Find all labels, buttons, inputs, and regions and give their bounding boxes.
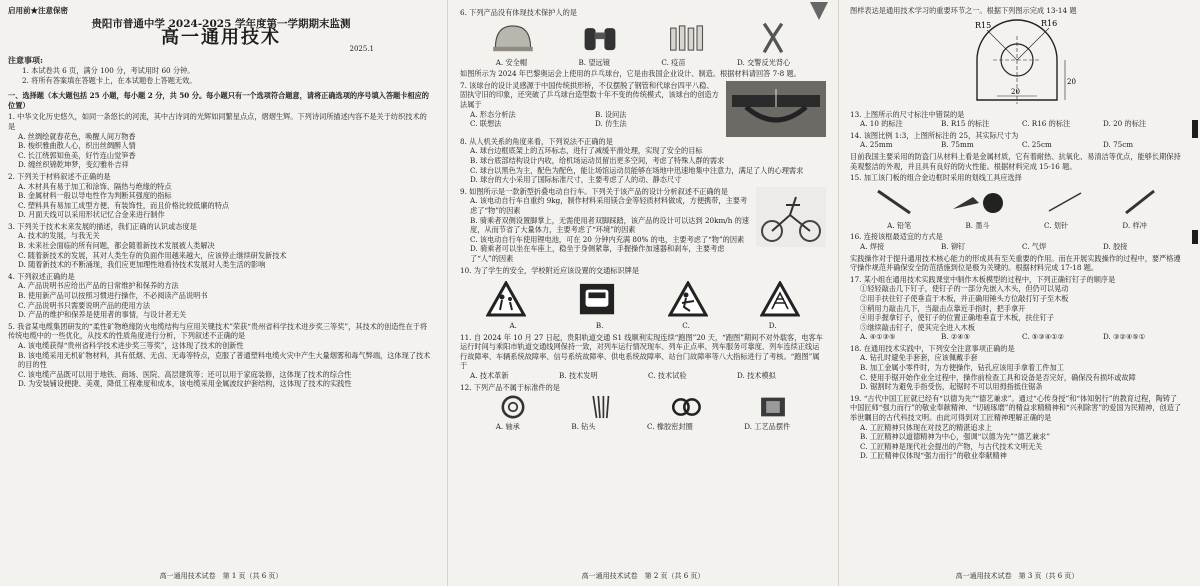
binoculars-icon (578, 21, 622, 55)
option-c: C. 长江绕郭知鱼美，好竹连山觉笋香 (18, 150, 136, 160)
question-15 (850, 173, 1184, 230)
option-d: D. 仿生法 (595, 119, 627, 129)
option-c: C. 球台以黑色为主，配色为配色，能让场馆运动员能够在场地中迅速地集中注意力，满足了人的心理需求 (470, 165, 804, 175)
question-11 (460, 333, 826, 381)
question-6 (460, 8, 826, 67)
dim-r15: R15 (975, 20, 992, 30)
scriber-icon (1045, 187, 1085, 217)
option-d: D. 20 的标注 (1103, 119, 1147, 129)
page-footer: 高一通用技术试卷 第 3 页（共 6 页） (955, 572, 1079, 581)
bearing-icon (496, 390, 530, 424)
question-stem: 4. 下列叙述正确的是 (8, 271, 75, 281)
option-b: B. 该电缆采用无机矿物材料，具有低烟、无卤、无毒等特点，克服了普通塑料电缆火灾中产生大量烟雾和毒气弊端，这体现了技术的目的性 (18, 350, 431, 370)
pencil-icon (874, 187, 914, 217)
option-c: C. 划针 (1043, 220, 1069, 230)
option-b: B. 钻头 (571, 422, 596, 432)
question-stem: 9. 如图所示是一款新型折叠电动自行车。下列关于该产品的设计分析叙述不正确的是 (460, 186, 728, 196)
dim-w20: 20 (1011, 87, 1020, 96)
option-c: C. ⑤③④①② (1022, 332, 1065, 342)
question-stem: 2. 下列关于材料叙述不正确的是 (8, 171, 111, 181)
question-10 (460, 266, 826, 331)
question-stem: 13. 上图所示的尺寸标注中错误的是 (850, 109, 965, 119)
table-tennis-table-image (726, 81, 826, 137)
option-a: A. 该电动自行车自重约 9kg，制作材料采用镁合金等轻质材料做成，方便携带，主要考虑了“物”的因素 (470, 196, 748, 215)
option-a: A. 焊接 (860, 241, 885, 251)
option-a: A. 轴承 (495, 422, 520, 432)
option-b: B. 加工金属小零件时，为方便操作，钻孔应该用手拿着工件加工 (860, 363, 1064, 373)
step-3: ③稍用力敲击几下，当敲击点靠近手指时，把手拿开 (860, 303, 1026, 313)
step-2: ②用手扶住钉子使垂直于木板，并正确用锤头方位敲打钉子至木板 (860, 293, 1069, 303)
option-b: B. 球台底部结构设计内收，给机场运动员留出更多空间，考虑了特殊人群的需求 (470, 155, 725, 165)
option-b: B. 75mm (941, 140, 974, 150)
step-4: ④用手握拿钉子，使钉子的位置正确地垂直于木板，扶住钉子 (860, 313, 1055, 323)
option-b: B. R15 的标注 (941, 119, 990, 129)
q12-images (460, 392, 826, 422)
question-stem: 18. 在通用技术实践中，下列安全注意事项正确的是 (850, 343, 1015, 353)
option-d: D. 随着新技术的不断涌现，我们应更加理性地看待技术发展对人类生活的影响 (18, 260, 266, 270)
option-c: C. 技术试验 (648, 371, 687, 381)
question-8 (460, 137, 826, 185)
option-a: A. 工匠精神只体现在对技艺的精湛追求上 (860, 422, 992, 432)
step-1: ①轻轻敲击几下钉子，使钉子的一部分先嵌入木头，但仍可以晃动 (860, 284, 1069, 294)
option-d: D. 工艺品摆件 (744, 422, 791, 432)
q15-tools (850, 183, 1184, 221)
option-b: B. 技术发明 (559, 371, 598, 381)
option-d: D. 胶接 (1103, 241, 1128, 251)
option-d: D. ③②④⑤① (1103, 332, 1146, 342)
q6-images (460, 18, 826, 58)
section-title: 一、选择题（本大题包括 25 小题，每小题 2 分，共 50 分。每小题只有一个选项符合题意，请将正确选项的序号填入答题卡相应的位置） (8, 91, 429, 110)
option-b: B. 骑乘者双侧设置脚掌上，无需使用者双脚踩踏，该产品的设计可以达到 20km/h 的速度，从而节省了大量体力，主要考虑了“环境”的因素 (470, 215, 749, 235)
option-a: A. 铅笔 (887, 220, 912, 230)
question-stem: 1. 中华文化历史悠久，如同一条悠长的河流，其中古诗词的光辉如同繁星点点，熠熠生辉。下列诗词所描述内容不是关于纺织技术的是 (8, 112, 427, 131)
option-c: C. R16 的标注 (1022, 119, 1071, 129)
option-c: C. 随着新技术的发展，其对人类生存的负面作用越来越大，应该停止继续研发新技术 (18, 250, 287, 260)
question-stem: 17. 某小组在通用技术实践课堂中制作木板模型的过程中，下列正确钉钉子的顺序是 (850, 274, 1116, 284)
option-c: C. 该电动自行车使用锂电池，可在 20 分钟内充满 80% 的电，主要考虑了“物”的因素 (470, 234, 745, 244)
question-stem: 6. 下列产品没有体现技术保护人的是 (460, 8, 577, 17)
exam-page-2 (452, 0, 834, 586)
option-b: B. 未来社会面临的所有问题，都会随着新技术发展被人类解决 (18, 241, 215, 251)
question-13 (850, 110, 1184, 129)
option-c: C. 25cm (1022, 140, 1052, 150)
helmet-icon (491, 21, 535, 55)
question-stem: 15. 加工该门板的组合金边框时采用的划线工具应选择 (850, 173, 1022, 183)
vest-icon (751, 21, 795, 55)
option-b: B. 望远镜 (578, 57, 610, 67)
school-sign-icon (486, 281, 526, 317)
option-c: C. 联想法 (470, 119, 502, 129)
option-d: D. 样冲 (1122, 220, 1147, 230)
option-a: A. 25mm (860, 140, 893, 150)
question-17 (850, 275, 1184, 342)
option-c: C. 使用手锯开始作业全过程中，操作前检查工具和设备是否完好，确保没有损坏或故障 (860, 372, 1136, 382)
option-c: C. (682, 321, 690, 331)
option-a: A. ④①③⑤ (860, 332, 896, 342)
option-d: D. 75cm (1103, 140, 1134, 150)
option-d: D. (768, 321, 777, 331)
note-item: 2. 将所有答案填在答题卡上，在本试题卷上答题无效。 (22, 75, 197, 85)
option-a: A. 技术的发展，与我无关 (18, 231, 100, 241)
note-item: 1. 本试卷共 6 页，满分 100 分，考试用时 60 分钟。 (22, 65, 195, 75)
option-b: B. 金属材料一般以导电性作为判断其强度的指标 (18, 191, 172, 201)
technical-drawing-svg (957, 16, 1077, 108)
exam-page-3 (842, 0, 1192, 586)
option-a: A. 钻孔时避免手套套，应该佩戴手套 (860, 353, 978, 363)
option-d: D. 为安装铺设便捷、美观，降低工程难度和成本，该电缆采用金属波纹护套结构，这体现了技术的实践性 (18, 379, 352, 389)
material-13-14: 图样表达是通用技术学习的重要环节之一。根据下列图示完成 13-14 题 (850, 6, 1077, 15)
option-a: A. (509, 321, 517, 331)
question-19 (850, 394, 1184, 461)
drill-bits-icon (583, 390, 617, 424)
bus-sign-icon (578, 282, 616, 316)
exam-page-1 (0, 0, 442, 586)
option-b: B. 墨斗 (965, 220, 990, 230)
option-a: A. 安全帽 (495, 57, 528, 67)
question-stem: 12. 下列产品不属于标准件的是 (460, 382, 560, 392)
option-a: A. 技术革新 (470, 371, 509, 381)
exam-header: 贵阳市普通中学 2024-2025 学年度第一学期期末监测 (91, 17, 351, 30)
question-7 (460, 81, 826, 129)
vials-icon (664, 21, 708, 55)
question-5 (8, 322, 434, 389)
question-stem: 19. “古代中国工匠就已经有“以德为先”“德艺兼求”。通过“心传身授”和“体知躬行”的教育过程，陶铸了中国匠师“强力而行”的敬业奉献精神、“切磋琢磨”的精益求精精神和“兴利除害”的爱国为民精神，创造了举世瞩目的古代科技文明。由此可得到对工匠精神理解正确的是 (850, 393, 1182, 423)
option-d: D. 骑乘者可以坐在车座上，稳坐于身侧紧靠，手握操作加速器和刹车，主要考虑了“人”的因素 (470, 244, 725, 263)
option-b: B. 工匠精神以道德精神为中心，强调“以德为先”“德艺兼求” (860, 432, 1050, 442)
question-16 (850, 232, 1184, 251)
option-c: C. 气焊 (1022, 241, 1047, 251)
railway-sign-icon (760, 281, 800, 317)
option-b: B. ②④⑤ (941, 332, 971, 342)
option-d: D. 交警反光背心 (737, 57, 791, 67)
scan-edge-mark (1192, 230, 1198, 244)
option-b: B. 使用新产品可以按照习惯进行操作，不必阅读产品说明书 (18, 291, 208, 301)
material-17-18: 实践操作对于提升通用技术核心能力的形成具有至关重要的作用。而在开展实践操作的过程中，要严格遵守操作规范并确保安全防范措施到位是极为关键的。根据材料完成 17-18 题。 (850, 253, 1181, 273)
technical-drawing (850, 16, 1184, 108)
option-d: D. 工匠精神仅体现“强力而行”的敬业奉献精神 (860, 451, 1007, 461)
option-a: A. 形态分析法 (470, 109, 516, 119)
option-c: C. 橡胶密封圈 (647, 422, 693, 432)
seal-ring-icon (669, 390, 703, 424)
question-14 (850, 131, 1184, 150)
center-punch-icon (1120, 187, 1160, 217)
option-d: D. 球台的大小采用了国际标准尺寸，主要考虑了人的动、静态尺寸 (470, 175, 682, 185)
ink-line-icon (949, 187, 1009, 217)
option-b: B. 梭织雅曲散人心，织出丝绸醉人情 (18, 141, 136, 151)
exam-date: 2025.1 (349, 44, 374, 53)
confidential-notice: 启用前★注意保密 (8, 6, 68, 15)
figurine-icon (756, 390, 790, 424)
question-stem: 11. 自 2024 年 10 月 27 日起，贵阳轨道交通 S1 线顺利实现连续“跑图”20 天，“跑图”期间不对外载客，电客车运行时间与乘阳市轨道交通线网保持一致，对列车运行情况现车、列车正点率、列车服务可靠度、列车连续正线运行故障率、车辆系统故障率、信号系统故障率、供电系统故障率、站台门故障率等八大指标进行了考核。“跑图”属于 (460, 332, 823, 371)
material-15-16: 目前我国主要采用的防盗门从材料上看是金属材质，它有着耐热、抗氧化、易清洁等优点，能够长期保持美观整洁的外观，并且具有良好的防火性能。根据材料完成 15-16 题。 (850, 151, 1181, 171)
option-b: B. 铆钉 (941, 241, 966, 251)
dim-r16: R16 (1041, 18, 1058, 28)
option-c: C. 该电缆产品既可以用于地铁、商场、医院、高层建筑等；还可以用于家庭装修，这体现了技术的综合性 (18, 369, 352, 379)
material-7-8: 如图所示为 2024 年巴黎奥运会上使用的乒乓球台，它是由我国企业设计、制造。根据材料请回答 7-8 题。 (460, 69, 801, 79)
question-2 (8, 172, 434, 220)
stamp-mark-icon (808, 0, 830, 22)
notes-heading: 注意事项: (8, 55, 43, 66)
option-d: D. 缠丝织锦乾坤梦，变幻雅朴吉祥 (18, 160, 129, 170)
question-stem: 7. 该球台的设计灵感源于中国传统拱形桥，不仅摆脱了钢管和代球台四平八稳、固执守旧的印象，还突破了乒乓球台造型数十年不变的传统模式，该球台的创造方法属于 (460, 80, 719, 109)
question-stem: 16. 连接该框最适宜的方式是 (850, 232, 943, 242)
option-b: B. 设问法 (595, 109, 627, 119)
question-stem: 10. 为了学生的安全，学校附近应该设置的交通标识牌是 (460, 265, 640, 275)
option-c: C. 产品说明书只需要说明产品的使用方法 (18, 300, 151, 310)
option-a: A. 10 的标注 (860, 119, 903, 129)
option-c: C. 疫苗 (661, 57, 686, 67)
question-18 (850, 344, 1184, 392)
option-a: A. 木材具有易于加工和涂饰、隔热与绝缘的特点 (18, 181, 172, 191)
question-1 (8, 112, 434, 170)
option-d: D. 月面天线可以采用形状记忆合金来进行制作 (18, 210, 165, 220)
option-b: B. (595, 321, 604, 331)
exam-title: 高一通用技术 (161, 27, 281, 49)
scan-edge-mark (1192, 120, 1198, 138)
q10-signs (460, 277, 826, 321)
step-5: ⑤继续敲击钉子，使其完全进入木板 (860, 322, 976, 332)
dim-h20: 20 (1067, 77, 1076, 86)
page-footer: 高一通用技术试卷 第 2 页（共 6 页） (581, 572, 705, 581)
question-stem: 8. 从人机关系的角度来看，下列说法不正确的是 (460, 136, 613, 146)
folding-ebike-image (756, 187, 826, 247)
page-divider (838, 0, 839, 586)
question-stem: 14. 该图比例 1:3，上图所标注的 25，其实际尺寸为 (850, 130, 1019, 140)
question-stem: 5. 我省某电缆集团研发的“柔性矿物绝缘防火电缆结构与应用关键技术”荣获“贵州省科学技术进步奖三等奖”，其技术的创造性在于将传统电缆中的一些优化，从技术的性质角度进行分析，下列叙述不正确的是 (8, 321, 428, 341)
option-a: A. 球台边框底架上的五环标志，进行了减缓平滑处理，实现了安全的目标 (470, 146, 703, 156)
page-divider (447, 0, 448, 586)
option-d: D. 产品的维护和保养是使用者的事情，与设计者无关 (18, 310, 187, 320)
option-d: D. 技术模拟 (737, 371, 776, 381)
option-a: A. 该电缆获得“贵州省科学技术进步奖三等奖”，这体现了技术的创新性 (18, 341, 244, 350)
question-3 (8, 222, 434, 270)
page-footer: 高一通用技术试卷 第 1 页（共 6 页） (159, 572, 283, 581)
question-stem: 3. 下列关于技术未来发展的描述，我们正确的认识或态度是 (8, 221, 197, 231)
roadwork-sign-icon (668, 281, 708, 317)
option-c: C. 塑料具有易加工成型方便、有装饰性，而且价格比较低廉的特点 (18, 200, 230, 210)
option-a: A. 产品说明书应给出产品的日常维护和保养的方法 (18, 281, 179, 291)
question-12 (460, 383, 826, 432)
question-4 (8, 272, 434, 320)
option-a: A. 丝绸绘就春花色，唤醒人间万物香 (18, 131, 136, 141)
option-d: D. 锯割时为避免手指受伤，起锯时不可以用拇指抵住锯条 (860, 382, 1043, 392)
question-9 (460, 187, 826, 264)
option-c: C. 工匠精神是现代社会提出的产物，与古代技术文明无关 (860, 441, 1043, 451)
